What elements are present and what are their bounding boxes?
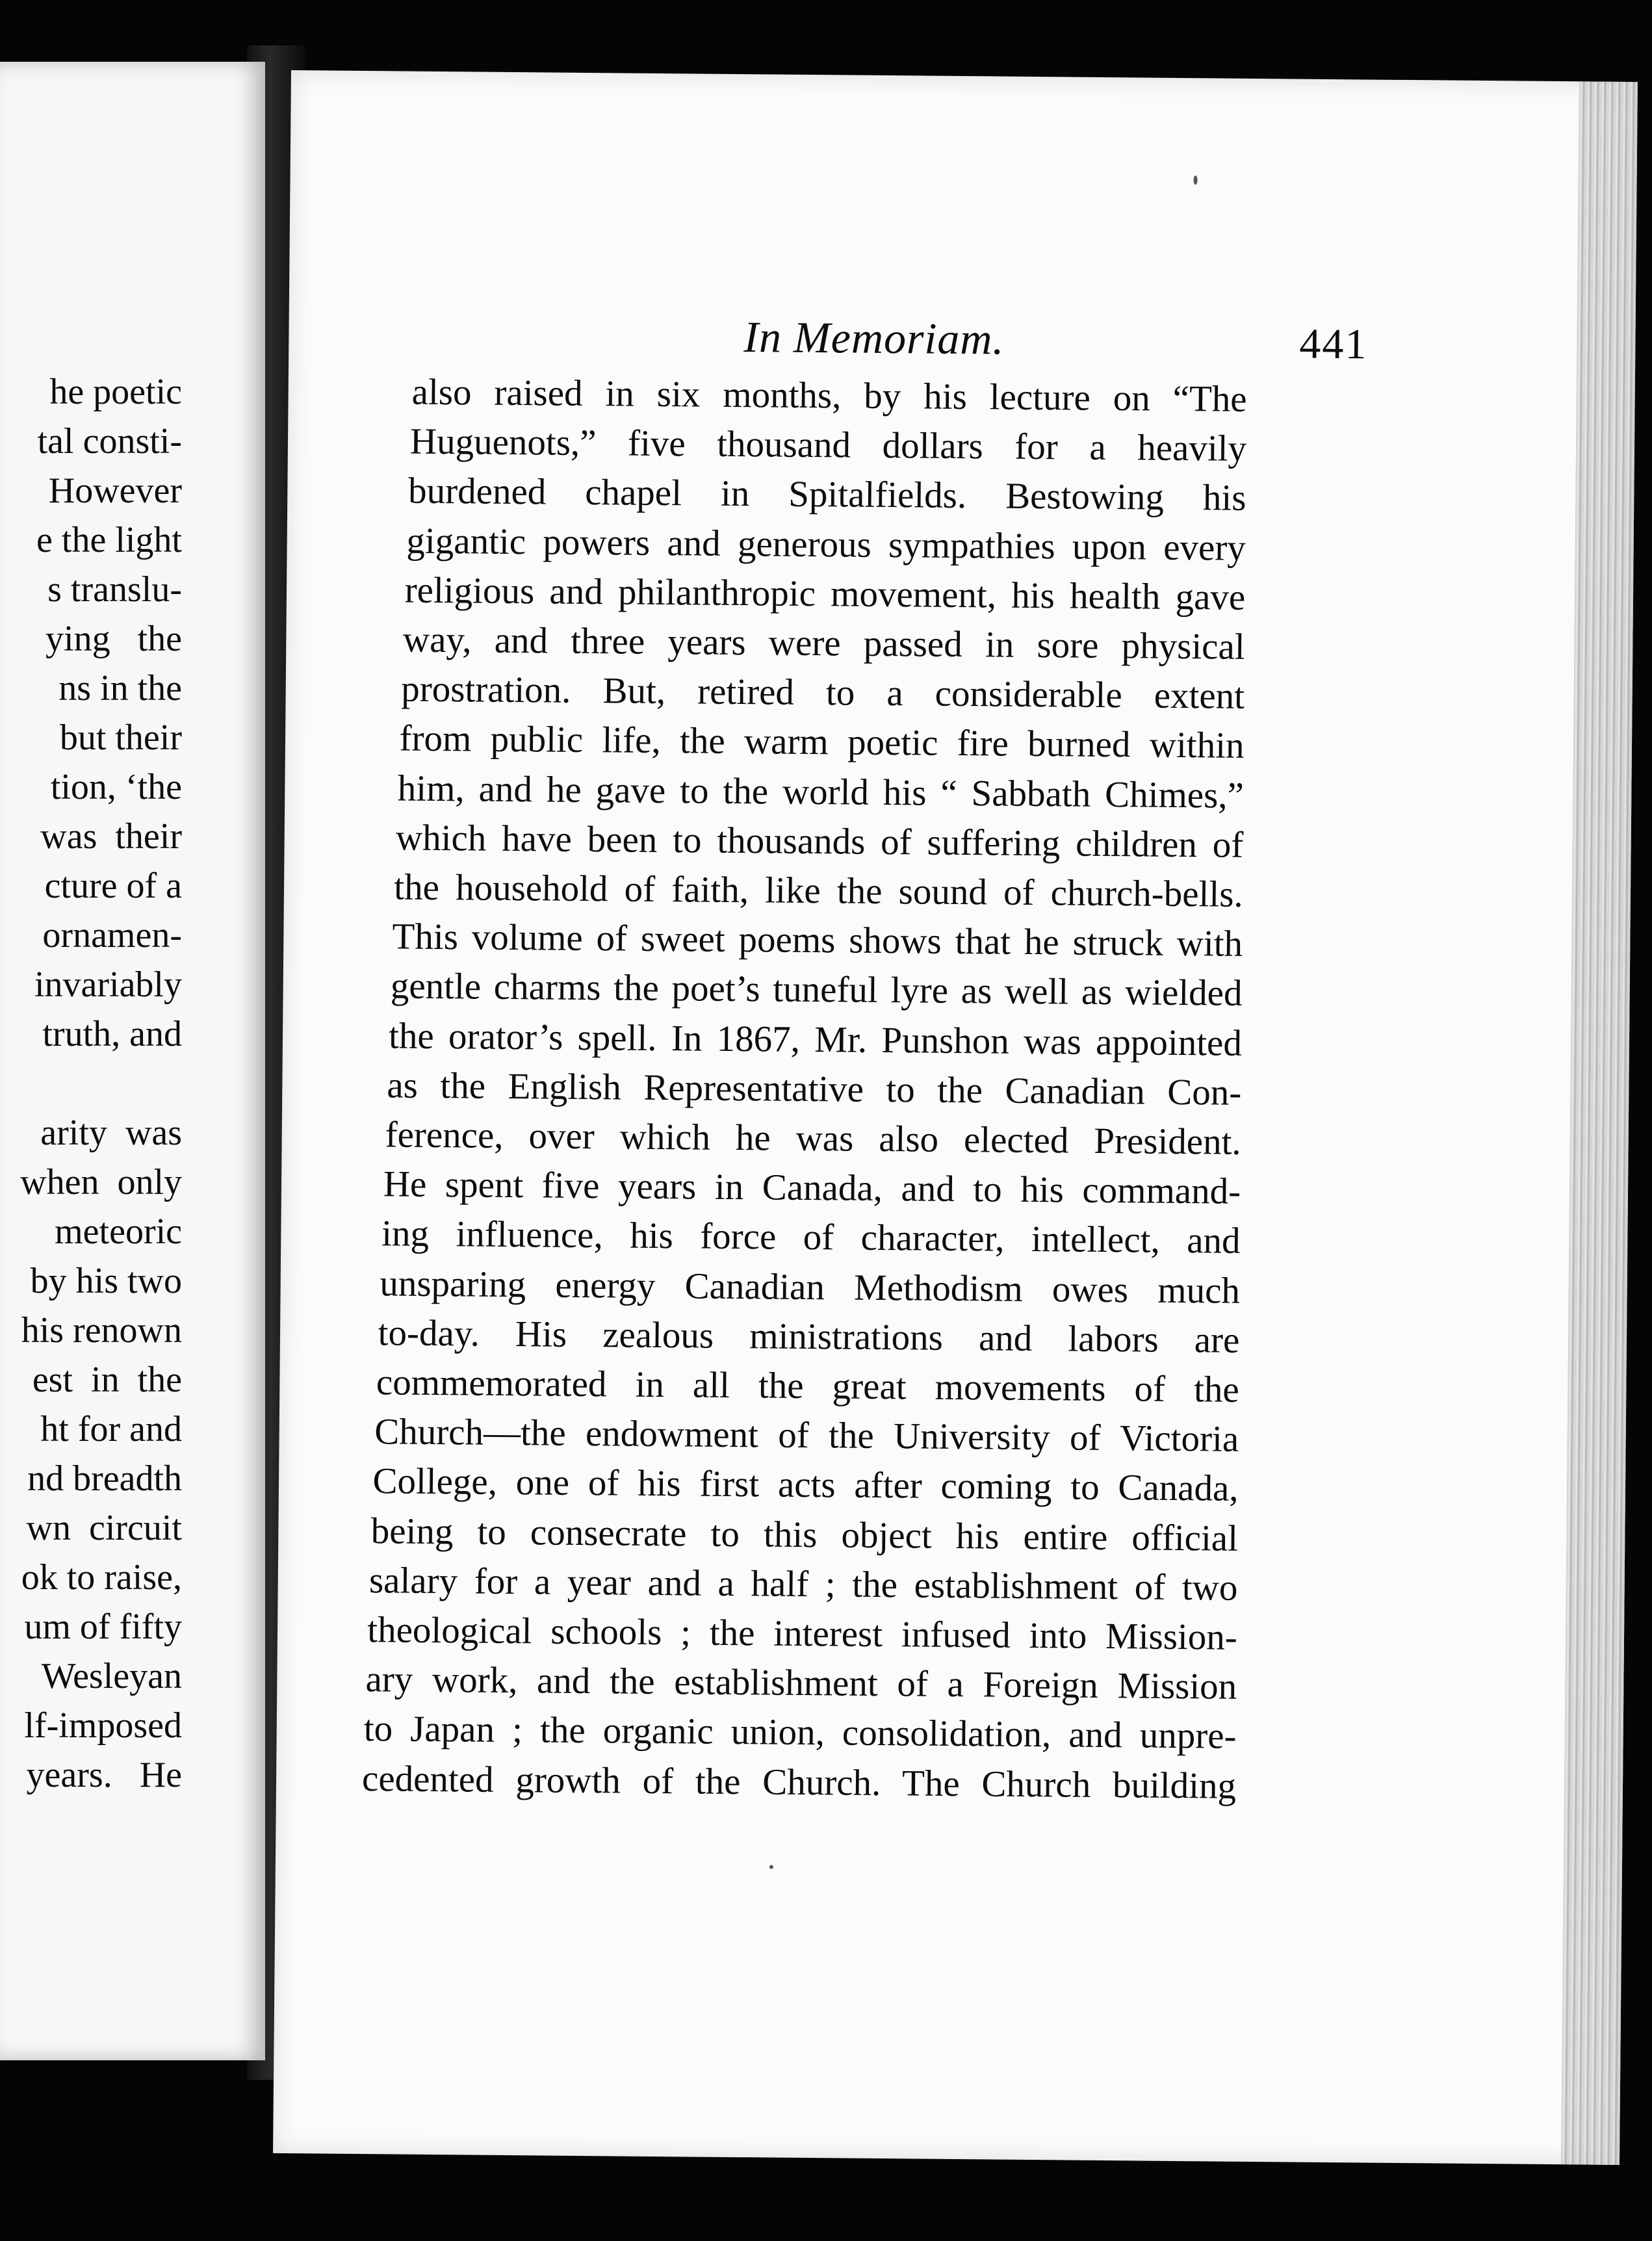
left-page-line: nd breadth [27,1458,182,1499]
page-number: 441 [1299,320,1368,369]
right-page [273,70,1638,2165]
body-line: as the English Representative to the Canadian Con- [387,1065,1242,1113]
left-page-line: by his two [30,1261,182,1301]
body-line: He spent five years in Canada, and to his command- [383,1163,1241,1213]
body-line: to Japan ; the organic union, consolidation, and unpre- [363,1708,1237,1757]
left-page-line: when only [20,1162,182,1202]
left-page-line: meteoric [55,1211,182,1252]
body-line: ing influence, his force of character, intellect, and [381,1213,1241,1262]
left-page-line: est in the [32,1360,182,1400]
body-line: unsparing energy Canadian Methodism owes much [380,1262,1241,1312]
left-page-line: s translu- [47,569,182,610]
left-page-line: tion, ‘the [50,767,182,807]
left-page-line: ying the [45,619,182,659]
body-line: being to consecrate to this object his entire official [370,1510,1239,1559]
left-page-line: tal consti- [37,421,182,461]
body-line: This volume of sweet poems shows that he struck with [392,916,1243,965]
body-line: to-day. His zealous ministrations and labors are [378,1312,1240,1361]
left-page-line: but their [59,718,182,758]
body-line: prostration. But, retired to a considerable extent [400,668,1245,718]
body-line: gentle charms the poet’s tuneful lyre as well as wielded [390,965,1243,1015]
left-page-line: his renown [21,1310,182,1351]
running-head: In Memoriam. [743,312,1005,364]
left-page-line: e the light [36,520,182,560]
body-line: Church—the endowment of the University of Victoria [374,1411,1239,1460]
left-page-line: was their [40,816,182,857]
body-line: commemorated in all the great movements of the [376,1362,1240,1410]
body-line: College, one of his first acts after coming to Canada, [372,1460,1239,1510]
left-page-line: Wesleyan [41,1656,182,1696]
body-line: from public life, the warm poetic fire burned within [399,718,1245,767]
body-line: which have been to thousands of suffering children of [395,817,1244,866]
left-page-line: arity was [40,1113,182,1153]
left-page-line: ht for and [40,1409,182,1449]
body-line: gigantic powers and generous sympathies upon every [406,520,1246,569]
body-line: cedented growth of the Church. The Church building [361,1757,1237,1807]
left-page-line: years. He [26,1755,182,1795]
body-line: way, and three years were passed in sore physical [402,619,1245,667]
body-line: ary work, and the establishment of a Foreign Mission [365,1659,1237,1707]
body-line: Huguenots,” five thousand dollars for a heavily [409,421,1247,470]
left-page-line: wn circuit [26,1508,182,1548]
left-page-line: lf-imposed [24,1705,182,1746]
body-line: theological schools ; the interest infused into Mission- [367,1609,1238,1658]
left-page-line: ns in the [58,668,182,708]
dust-speck [769,1865,773,1869]
body-line: him, and he gave to the world his “ Sabbath Chimes,” [397,768,1245,816]
body-line: the orator’s spell. In 1867, Mr. Punshon was appointed [388,1015,1243,1064]
body-line: religious and philanthropic movement, his health gave [404,569,1246,618]
body-line: the household of faith, like the sound of church-bells. [394,866,1243,915]
body-line: burdened chapel in Spitalfields. Bestowing his [407,470,1246,519]
left-facing-page [0,62,265,2060]
body-line: salary for a year and a half ; the establishment of two [368,1559,1238,1609]
body-line: ference, over which he was also elected President. [385,1114,1242,1163]
left-page-line: ornamen- [42,915,182,955]
left-page-line: ok to raise, [21,1557,182,1598]
left-page-line: However [48,471,182,511]
left-page-line: truth, and [42,1014,182,1054]
left-page-line: um of fifty [24,1607,182,1647]
left-page-line: invariably [34,965,182,1005]
body-line: also raised in six months, by his lecture on “The [411,371,1247,420]
left-page-line: cture of a [44,866,182,906]
body-text [273,70,1638,2165]
left-page-line: he poetic [49,372,182,412]
